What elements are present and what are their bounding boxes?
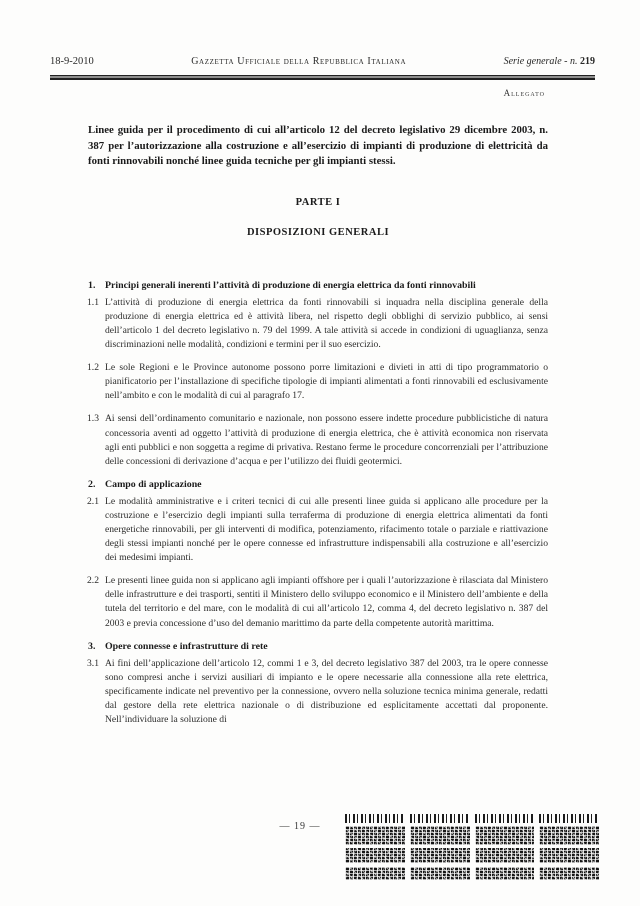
issue-series-label: Serie generale — [503, 56, 562, 67]
header-journal-title: Gazzetta Ufficiale della Repubblica Italiana — [191, 56, 407, 67]
page-header — [50, 56, 595, 67]
header-issue — [504, 56, 595, 67]
barcode-cell-icon — [410, 848, 470, 863]
paragraph-number: 2.1 — [87, 495, 99, 507]
paragraph-1-1 — [88, 296, 548, 352]
barcode-strip-icon — [539, 814, 599, 823]
part-heading: PARTE I — [295, 196, 341, 208]
header-divider-rule — [50, 75, 595, 80]
paragraph-2-2 — [88, 574, 548, 630]
section-3 — [88, 640, 548, 727]
paragraph-number: 3.1 — [87, 657, 99, 669]
paragraph-number: 1.3 — [87, 413, 99, 425]
barcode-cell-icon — [410, 826, 470, 845]
section-number: 2. — [88, 478, 96, 490]
barcode-cell-icon — [345, 848, 405, 863]
section-1 — [88, 279, 548, 469]
barcode-cell-icon — [539, 867, 599, 880]
barcode-cell-icon — [539, 848, 599, 863]
barcode-strip-icon — [475, 814, 535, 823]
barcode-cell-icon — [345, 826, 405, 845]
paragraph-2-1 — [88, 495, 548, 565]
section-title: Opere connesse e infrastrutture di rete — [105, 640, 268, 652]
barcode-cell-icon — [345, 867, 405, 880]
barcode-cell-icon — [475, 826, 535, 845]
paragraph-text: L’attività di produzione di energia elettrica da fonti rinnovabili si inquadra nella disciplina generale della produzione di energia elettrica ed è attività libera, nel rispetto degli obblighi di servizio pubblico, ai sensi dell’articolo 1 del decreto legislativo n. 79 del 1999. A tale attività si accede in condizioni di uguaglianza, senza discriminazioni nelle modalità, condizioni e termini per il suo esercizio. — [105, 296, 548, 351]
barcode-cell-icon — [475, 848, 535, 863]
page-number: — 19 — — [279, 821, 321, 832]
barcode-strip-icon — [345, 814, 405, 823]
issue-number: 219 — [579, 56, 595, 67]
paragraph-text: Ai fini dell’applicazione dell’articolo 12, commi 1 e 3, del decreto legislativo 387 del 2003, tra le opere connesse sono compresi anche i servizi ausiliari di impianto e le opere necessarie alla connessione alla rete elettrica, specificamente indicate nel preventivo per la connessione, ovvero nella soluzione tecnica minima generale, redatti dal gestore della rete elettrica nazionale o di distribuzione ed esplicitamente accettati dal proponente. Nell’individuare la soluzione di — [105, 657, 548, 726]
paragraph-1-3 — [88, 412, 548, 468]
barcode-column — [475, 814, 535, 880]
barcode-strip-icon — [410, 814, 470, 823]
section-heading — [88, 640, 548, 653]
barcode-cell-icon — [410, 867, 470, 880]
paragraph-number: 2.2 — [87, 575, 99, 587]
document-title: Linee guida per il procedimento di cui all’articolo 12 del decreto legislativo 29 dicembre 2003, n. 387 per l’autorizzazione alla costruzione e all’esercizio di impianti di produzione di elettricità da fonti rinnovabili nonché linee guida tecniche per gli impianti stessi. — [88, 124, 548, 168]
section-title: Principi generali inerenti l’attività di produzione di energia elettrica da fonti rinnovabili — [105, 279, 476, 291]
sections-container — [88, 279, 548, 727]
section-2 — [88, 478, 548, 631]
barcode-column — [410, 814, 470, 880]
paragraph-number: 1.1 — [87, 296, 99, 308]
paragraph-text: Le modalità amministrative e i criteri tecnici di cui alle presenti linee guida si applicano alle procedure per la costruzione e l’esercizio degli impianti sulla terraferma di produzione di energia elettrica alimentati da fonti energetiche rinnovabili, per gli interventi di modifica, potenziamento, rifacimento totale o parziale e riattivazione degli stessi impianti nonché per le opere connesse ed infrastrutture indispensabili alla costruzione e all’esercizio dei medesimi impianti. — [105, 495, 548, 564]
barcode-column — [345, 814, 405, 880]
barcode-cell-icon — [475, 867, 535, 880]
section-heading — [88, 279, 548, 292]
paragraph-1-2 — [88, 361, 548, 403]
section-heading — [88, 478, 548, 491]
paragraph-3-1 — [88, 657, 548, 727]
issue-number-label: - n. — [564, 56, 578, 67]
part-subheading: DISPOSIZIONI GENERALI — [246, 226, 390, 238]
barcode-block — [345, 814, 599, 880]
annex-label: Allegato — [503, 88, 545, 98]
paragraph-number: 1.2 — [87, 362, 99, 374]
barcode-cell-icon — [539, 826, 599, 845]
document-body — [88, 123, 548, 736]
header-date: 18-9-2010 — [50, 56, 94, 67]
paragraph-text: Le presenti linee guida non si applicano agli impianti offshore per i quali l’autorizzazione è rilasciata dal Ministero delle infrastrutture e dei trasporti, sentiti il Ministero dello sviluppo economico e il Ministero dell’ambiente e della tutela del territorio e del mare, con le modalità di cui all’articolo 12, comma 4, del decreto legislativo n. 387 del 2003 e previa concessione d’uso del demanio marittimo da parte della competente autorità marittima. — [105, 575, 548, 629]
paragraph-text: Le sole Regioni e le Province autonome possono porre limitazioni e divieti in atti di tipo programmatorio o pianificatorio per l’installazione di specifiche tipologie di impianti alimentati a fonti rinnovabili ed esclusivamente nell’ambito e con le modalità di cui al paragrafo 17. — [105, 362, 548, 402]
section-number: 1. — [88, 279, 96, 291]
section-title: Campo di applicazione — [105, 478, 202, 490]
section-number: 3. — [88, 640, 96, 652]
barcode-column — [539, 814, 599, 880]
paragraph-text: Ai sensi dell’ordinamento comunitario e nazionale, non possono essere indette procedure pubblicistiche di natura concessoria aventi ad oggetto l’attività di produzione di energia elettrica, che è attività economica non riservata agli enti pubblici e non soggetta a regime di privativa. Restano ferme le procedure concorrenziali per l’attribuzione delle concessioni di derivazione d’acqua e per l’utilizzo dei fluidi geotermici. — [105, 413, 548, 467]
